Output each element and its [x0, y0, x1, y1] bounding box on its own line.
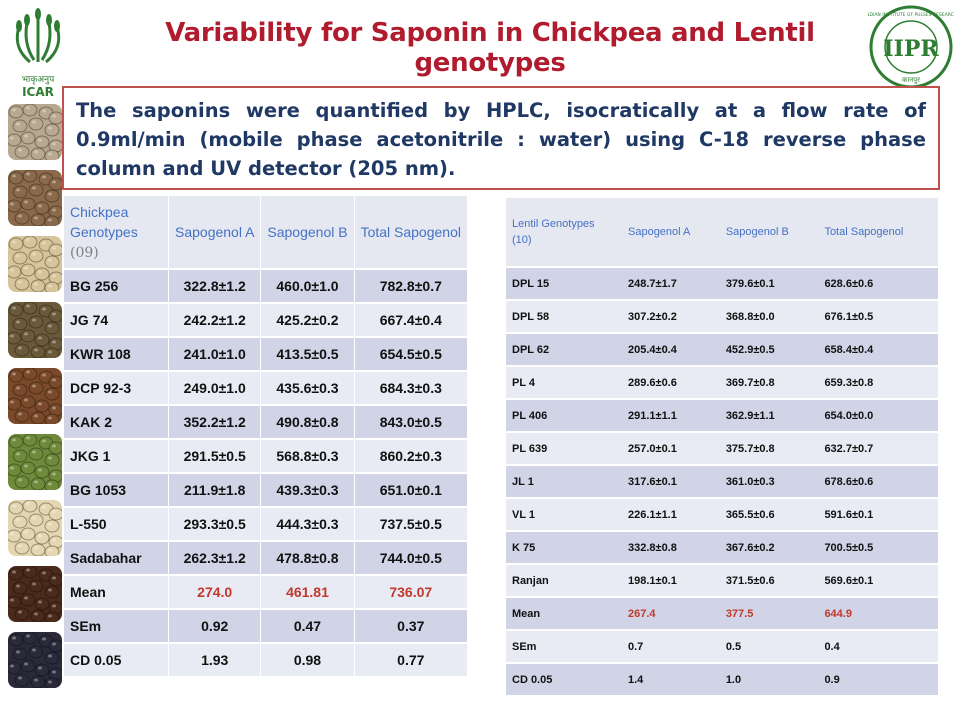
chickpea-cell: 0.47 — [261, 609, 354, 643]
lentil-table — [506, 198, 938, 697]
lentil-cell: 654.0±0.0 — [818, 399, 938, 432]
lentil-header-row — [506, 198, 938, 267]
chickpea-cell: KWR 108 — [64, 337, 169, 371]
lentil-mean-row — [506, 597, 938, 630]
chickpea-cell: 460.0±1.0 — [261, 269, 354, 303]
chickpea-cell: BG 1053 — [64, 473, 169, 507]
chickpea-cell: L-550 — [64, 507, 169, 541]
chickpea-cell: 439.3±0.3 — [261, 473, 354, 507]
chickpea-cd-row — [64, 643, 468, 677]
lentil-cell: 644.9 — [818, 597, 938, 630]
lentil-cell: 676.1±0.5 — [818, 300, 938, 333]
chickpea-cell: 425.2±0.2 — [261, 303, 354, 337]
chickpea-cell: 490.8±0.8 — [261, 405, 354, 439]
lentil-cell: 591.6±0.1 — [818, 498, 938, 531]
lentil-cell: 632.7±0.7 — [818, 432, 938, 465]
chickpea-cell: 211.9±1.8 — [169, 473, 261, 507]
lentil-cell: 377.5 — [720, 597, 819, 630]
chickpea-cell: SEm — [64, 609, 169, 643]
lentil-cell: 628.6±0.6 — [818, 267, 938, 300]
chickpea-cell: 241.0±1.0 — [169, 337, 261, 371]
chickpea-cell: 737.5±0.5 — [354, 507, 467, 541]
lentil-row — [506, 432, 938, 465]
chickpea-cell: 0.98 — [261, 643, 354, 677]
lentil-cell: DPL 58 — [506, 300, 622, 333]
chickpea-cell: 843.0±0.5 — [354, 405, 467, 439]
chickpea-row — [64, 439, 468, 473]
lentil-row — [506, 366, 938, 399]
lentil-cell: 362.9±1.1 — [720, 399, 819, 432]
chickpea-cell: 352.2±1.2 — [169, 405, 261, 439]
method-description-box — [62, 86, 940, 190]
seed-image — [8, 434, 62, 490]
chickpea-cell: 291.5±0.5 — [169, 439, 261, 473]
lentil-cell: 205.4±0.4 — [622, 333, 720, 366]
lentil-cell: 1.4 — [622, 663, 720, 696]
lentil-row — [506, 531, 938, 564]
svg-text:INDIAN INSTITUTE OF PULSES RES: INDIAN INSTITUTE OF PULSES RESEARCH — [868, 13, 954, 18]
lentil-cell: 367.6±0.2 — [720, 531, 819, 564]
svg-text:ICAR: ICAR — [22, 85, 54, 99]
lentil-cell: 291.1±1.1 — [622, 399, 720, 432]
lentil-header-sapogenol-b: Sapogenol B — [720, 198, 819, 267]
chickpea-count: (09) — [70, 244, 99, 261]
chickpea-cell: 274.0 — [169, 575, 261, 609]
lentil-cell: 678.6±0.6 — [818, 465, 938, 498]
chickpea-cell: 249.0±1.0 — [169, 371, 261, 405]
seed-image — [8, 500, 62, 556]
lentil-cell: DPL 62 — [506, 333, 622, 366]
lentil-cell: 1.0 — [720, 663, 819, 696]
chickpea-cell: KAK 2 — [64, 405, 169, 439]
chickpea-cell: DCP 92-3 — [64, 371, 169, 405]
chickpea-cell: 782.8±0.7 — [354, 269, 467, 303]
chickpea-table — [64, 196, 468, 678]
lentil-cell: SEm — [506, 630, 622, 663]
chickpea-cell: 568.8±0.3 — [261, 439, 354, 473]
lentil-cell: 307.2±0.2 — [622, 300, 720, 333]
lentil-cell: 0.5 — [720, 630, 819, 663]
chickpea-cell: 242.2±1.2 — [169, 303, 261, 337]
seed-image — [8, 302, 62, 358]
lentil-row — [506, 267, 938, 300]
lentil-row — [506, 333, 938, 366]
chickpea-row — [64, 405, 468, 439]
lentil-cell: 332.8±0.8 — [622, 531, 720, 564]
chickpea-cell: BG 256 — [64, 269, 169, 303]
method-description: The saponins were quantified by HPLC, isocratically at a flow rate of 0.9ml/min (mobile phase acetonitrile : water) using C-18 reverse phase column and UV detector (205 nm). — [76, 99, 926, 180]
chickpea-header-sapogenol-a: Sapogenol A — [169, 196, 261, 269]
chickpea-cell: 478.8±0.8 — [261, 541, 354, 575]
lentil-cell: 368.8±0.0 — [720, 300, 819, 333]
lentil-cell: 0.9 — [818, 663, 938, 696]
chickpea-cell: 736.07 — [354, 575, 467, 609]
lentil-header-total: Total Sapogenol — [818, 198, 938, 267]
seed-image-column — [8, 104, 64, 696]
chickpea-header-label: Chickpea Genotypes — [70, 203, 138, 240]
chickpea-row — [64, 541, 468, 575]
chickpea-cell: 444.3±0.3 — [261, 507, 354, 541]
chickpea-row — [64, 337, 468, 371]
lentil-cell: 198.1±0.1 — [622, 564, 720, 597]
lentil-cell: 658.4±0.4 — [818, 333, 938, 366]
lentil-cell: 248.7±1.7 — [622, 267, 720, 300]
chickpea-cell: 322.8±1.2 — [169, 269, 261, 303]
svg-text:भाकृअनुप: भाकृअनुप — [21, 75, 55, 85]
lentil-cell: 0.7 — [622, 630, 720, 663]
lentil-row — [506, 300, 938, 333]
lentil-cell: 317.6±0.1 — [622, 465, 720, 498]
lentil-cell: 0.4 — [818, 630, 938, 663]
chickpea-cell: 262.3±1.2 — [169, 541, 261, 575]
chickpea-cell: 435.6±0.3 — [261, 371, 354, 405]
lentil-cell: Ranjan — [506, 564, 622, 597]
chickpea-row — [64, 269, 468, 303]
lentil-cell: 452.9±0.5 — [720, 333, 819, 366]
lentil-cell: VL 1 — [506, 498, 622, 531]
seed-image — [8, 368, 62, 424]
page-title: Variability for Saponin in Chickpea and Lentil genotypes — [165, 18, 815, 78]
lentil-cell: 700.5±0.5 — [818, 531, 938, 564]
chickpea-header-sapogenol-b: Sapogenol B — [261, 196, 354, 269]
chickpea-cell: CD 0.05 — [64, 643, 169, 677]
seed-image — [8, 566, 62, 622]
lentil-header-genotypes: Lentil Genotypes (10) — [506, 198, 622, 267]
chickpea-cell: Sadabahar — [64, 541, 169, 575]
seed-image — [8, 170, 62, 226]
lentil-row — [506, 564, 938, 597]
chickpea-cell: 684.3±0.3 — [354, 371, 467, 405]
chickpea-cell: 860.2±0.3 — [354, 439, 467, 473]
iipr-logo — [868, 4, 954, 90]
lentil-cell: PL 4 — [506, 366, 622, 399]
icar-logo — [6, 4, 70, 100]
chickpea-row — [64, 303, 468, 337]
lentil-cell: 371.5±0.6 — [720, 564, 819, 597]
lentil-cell: 375.7±0.8 — [720, 432, 819, 465]
chickpea-cell: 293.3±0.5 — [169, 507, 261, 541]
lentil-cell: 369.7±0.8 — [720, 366, 819, 399]
lentil-cell: 569.6±0.1 — [818, 564, 938, 597]
lentil-header-sapogenol-a: Sapogenol A — [622, 198, 720, 267]
chickpea-cell: 461.81 — [261, 575, 354, 609]
chickpea-cell: 1.93 — [169, 643, 261, 677]
svg-text:IIPR: IIPR — [883, 36, 939, 62]
svg-text:कानपुर: कानपुर — [902, 76, 920, 84]
chickpea-sem-row — [64, 609, 468, 643]
lentil-cell: PL 639 — [506, 432, 622, 465]
chickpea-row — [64, 507, 468, 541]
chickpea-header-row — [64, 196, 468, 269]
chickpea-cell: 654.5±0.5 — [354, 337, 467, 371]
chickpea-cell: JKG 1 — [64, 439, 169, 473]
lentil-row — [506, 399, 938, 432]
lentil-cell: Mean — [506, 597, 622, 630]
lentil-sem-row — [506, 630, 938, 663]
chickpea-cell: 0.77 — [354, 643, 467, 677]
chickpea-cell: 413.5±0.5 — [261, 337, 354, 371]
lentil-cell: 267.4 — [622, 597, 720, 630]
lentil-cell: 361.0±0.3 — [720, 465, 819, 498]
chickpea-cell: 667.4±0.4 — [354, 303, 467, 337]
lentil-cell: 659.3±0.8 — [818, 366, 938, 399]
lentil-cd-row — [506, 663, 938, 696]
lentil-row — [506, 498, 938, 531]
seed-image — [8, 104, 62, 160]
lentil-cell: DPL 15 — [506, 267, 622, 300]
chickpea-cell: Mean — [64, 575, 169, 609]
lentil-row — [506, 465, 938, 498]
chickpea-cell: 0.92 — [169, 609, 261, 643]
lentil-cell: 365.5±0.6 — [720, 498, 819, 531]
lentil-cell: 289.6±0.6 — [622, 366, 720, 399]
chickpea-cell: JG 74 — [64, 303, 169, 337]
lentil-cell: K 75 — [506, 531, 622, 564]
lentil-cell: CD 0.05 — [506, 663, 622, 696]
chickpea-cell: 0.37 — [354, 609, 467, 643]
lentil-cell: PL 406 — [506, 399, 622, 432]
lentil-cell: 257.0±0.1 — [622, 432, 720, 465]
lentil-cell: 379.6±0.1 — [720, 267, 819, 300]
chickpea-header-genotypes — [64, 196, 169, 269]
chickpea-row — [64, 371, 468, 405]
chickpea-header-total: Total Sapogenol — [354, 196, 467, 269]
chickpea-mean-row — [64, 575, 468, 609]
lentil-cell: JL 1 — [506, 465, 622, 498]
lentil-cell: 226.1±1.1 — [622, 498, 720, 531]
chickpea-cell: 744.0±0.5 — [354, 541, 467, 575]
chickpea-row — [64, 473, 468, 507]
seed-image — [8, 632, 62, 688]
seed-image — [8, 236, 62, 292]
chickpea-cell: 651.0±0.1 — [354, 473, 467, 507]
